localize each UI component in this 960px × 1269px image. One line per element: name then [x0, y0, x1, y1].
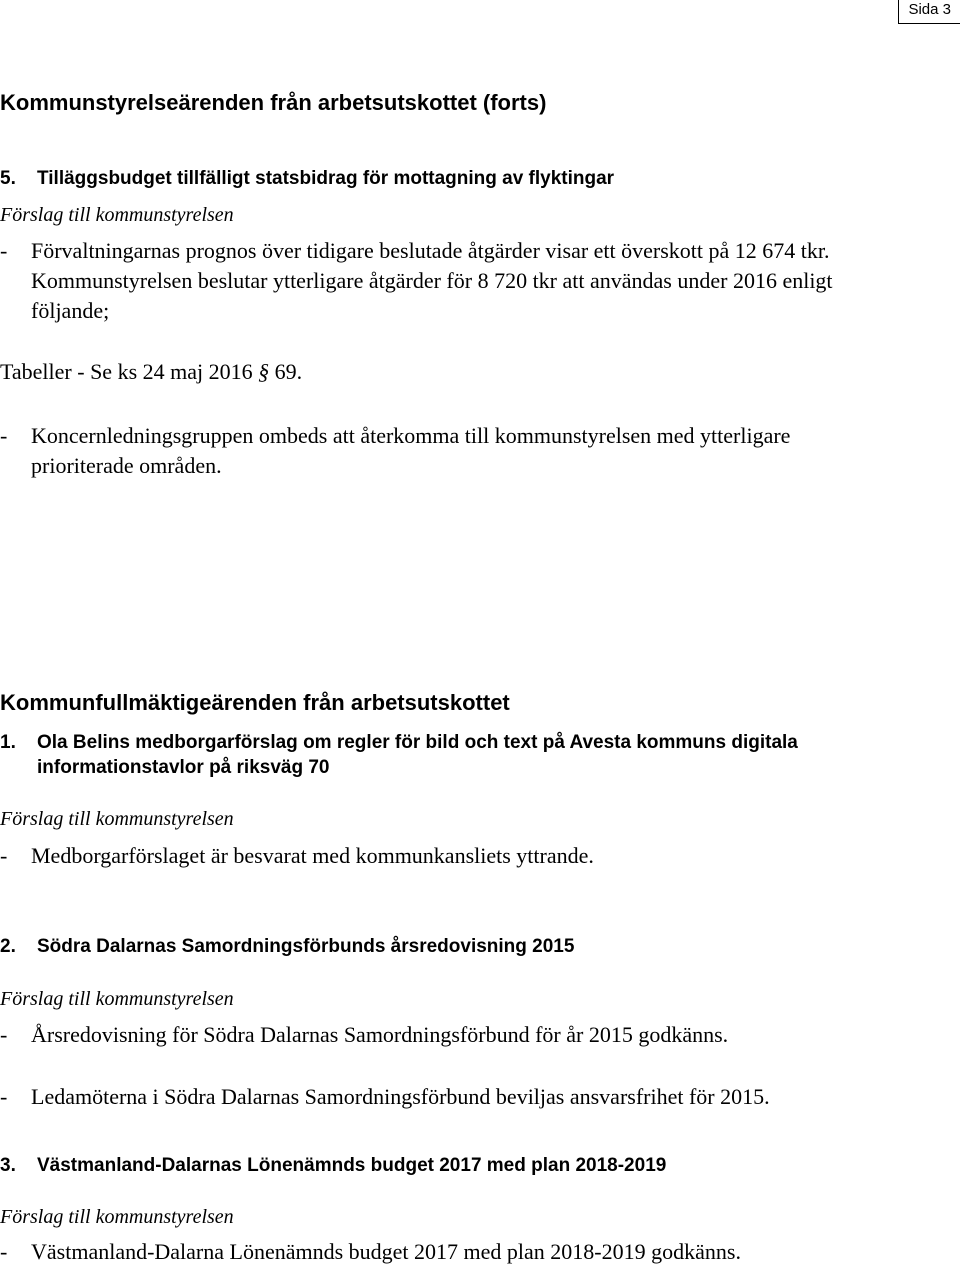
bullet-line-2: Kommunstyrelsen beslutar ytterligare åtgärder för 8 720 tkr att användas under 2016 enligt — [31, 268, 833, 293]
bullet2-line-1 — [0, 423, 790, 449]
item-1-title-line-2: informationstavlor på riksväg 70 — [37, 757, 330, 778]
item-title-text: Tilläggsbudget tillfälligt statsbidrag för mottagning av flyktingar — [37, 168, 615, 189]
paragraph-symbol: § — [258, 359, 270, 384]
item-title-text: Södra Dalarnas Samordningsförbunds årsredovisning 2015 — [37, 936, 575, 957]
item-title-text: Västmanland-Dalarnas Lönenämnds budget 2017 med plan 2018-2019 — [37, 1155, 667, 1176]
item-2-decision-1 — [0, 1022, 728, 1048]
item-1-title — [0, 732, 798, 754]
bullet-dash: - — [0, 843, 8, 868]
item-3-title — [0, 1155, 666, 1177]
item-3-decision — [0, 1239, 741, 1265]
bullet2-line-2: prioriterade områden. — [31, 453, 222, 478]
bullet-dash: - — [0, 238, 8, 263]
bullet-dash: - — [0, 423, 8, 448]
proposal-label: Förslag till kommunstyrelsen — [0, 1206, 234, 1228]
item-2-title — [0, 936, 574, 958]
bullet-text: Årsredovisning för Södra Dalarnas Samordningsförbund för år 2015 godkänns. — [31, 1022, 729, 1047]
tables-ref-number: 69. — [269, 359, 303, 384]
item-number: 3. — [0, 1155, 16, 1176]
section-heading-kommunfullmaktige: Kommunfullmäktigeärenden från arbetsutskottet — [0, 690, 510, 715]
bullet-line-3: följande; — [31, 298, 110, 323]
tables-reference — [0, 359, 302, 385]
bullet-dash: - — [0, 1022, 8, 1047]
item-5-title — [0, 168, 614, 190]
bullet-text: Västmanland-Dalarna Lönenämnds budget 2017 med plan 2018-2019 godkänns. — [31, 1239, 741, 1264]
proposal-label: Förslag till kommunstyrelsen — [0, 204, 234, 226]
proposal-label: Förslag till kommunstyrelsen — [0, 808, 234, 830]
item-number: 1. — [0, 732, 16, 753]
item-2-decision-2 — [0, 1084, 770, 1110]
bullet-dash: - — [0, 1239, 8, 1264]
bullet-dash: - — [0, 1084, 8, 1109]
bullet-text: Koncernledningsgruppen ombeds att återkomma till kommunstyrelsen med ytterligare — [31, 423, 791, 448]
item-number: 2. — [0, 936, 16, 957]
section-heading-kommunstyrelse: Kommunstyrelseärenden från arbetsutskottet (forts) — [0, 90, 547, 115]
bullet-text: Medborgarförslaget är besvarat med kommunkansliets yttrande. — [31, 843, 594, 868]
bullet-text: Förvaltningarnas prognos över tidigare beslutade åtgärder visar ett överskott på 12 674 tkr. — [31, 238, 830, 263]
tables-ref-text: Tabeller - Se ks 24 maj 2016 — [0, 359, 259, 384]
item-number: 5. — [0, 168, 16, 189]
proposal-label: Förslag till kommunstyrelsen — [0, 988, 234, 1010]
page-number: Sida 3 — [898, 0, 960, 24]
item-title-text: Ola Belins medborgarförslag om regler för bild och text på Avesta kommuns digitala — [37, 732, 798, 753]
bullet-text: Ledamöterna i Södra Dalarnas Samordningsförbund beviljas ansvarsfrihet för 2015. — [31, 1084, 770, 1109]
bullet-line-1 — [0, 238, 830, 264]
item-1-decision — [0, 843, 594, 869]
